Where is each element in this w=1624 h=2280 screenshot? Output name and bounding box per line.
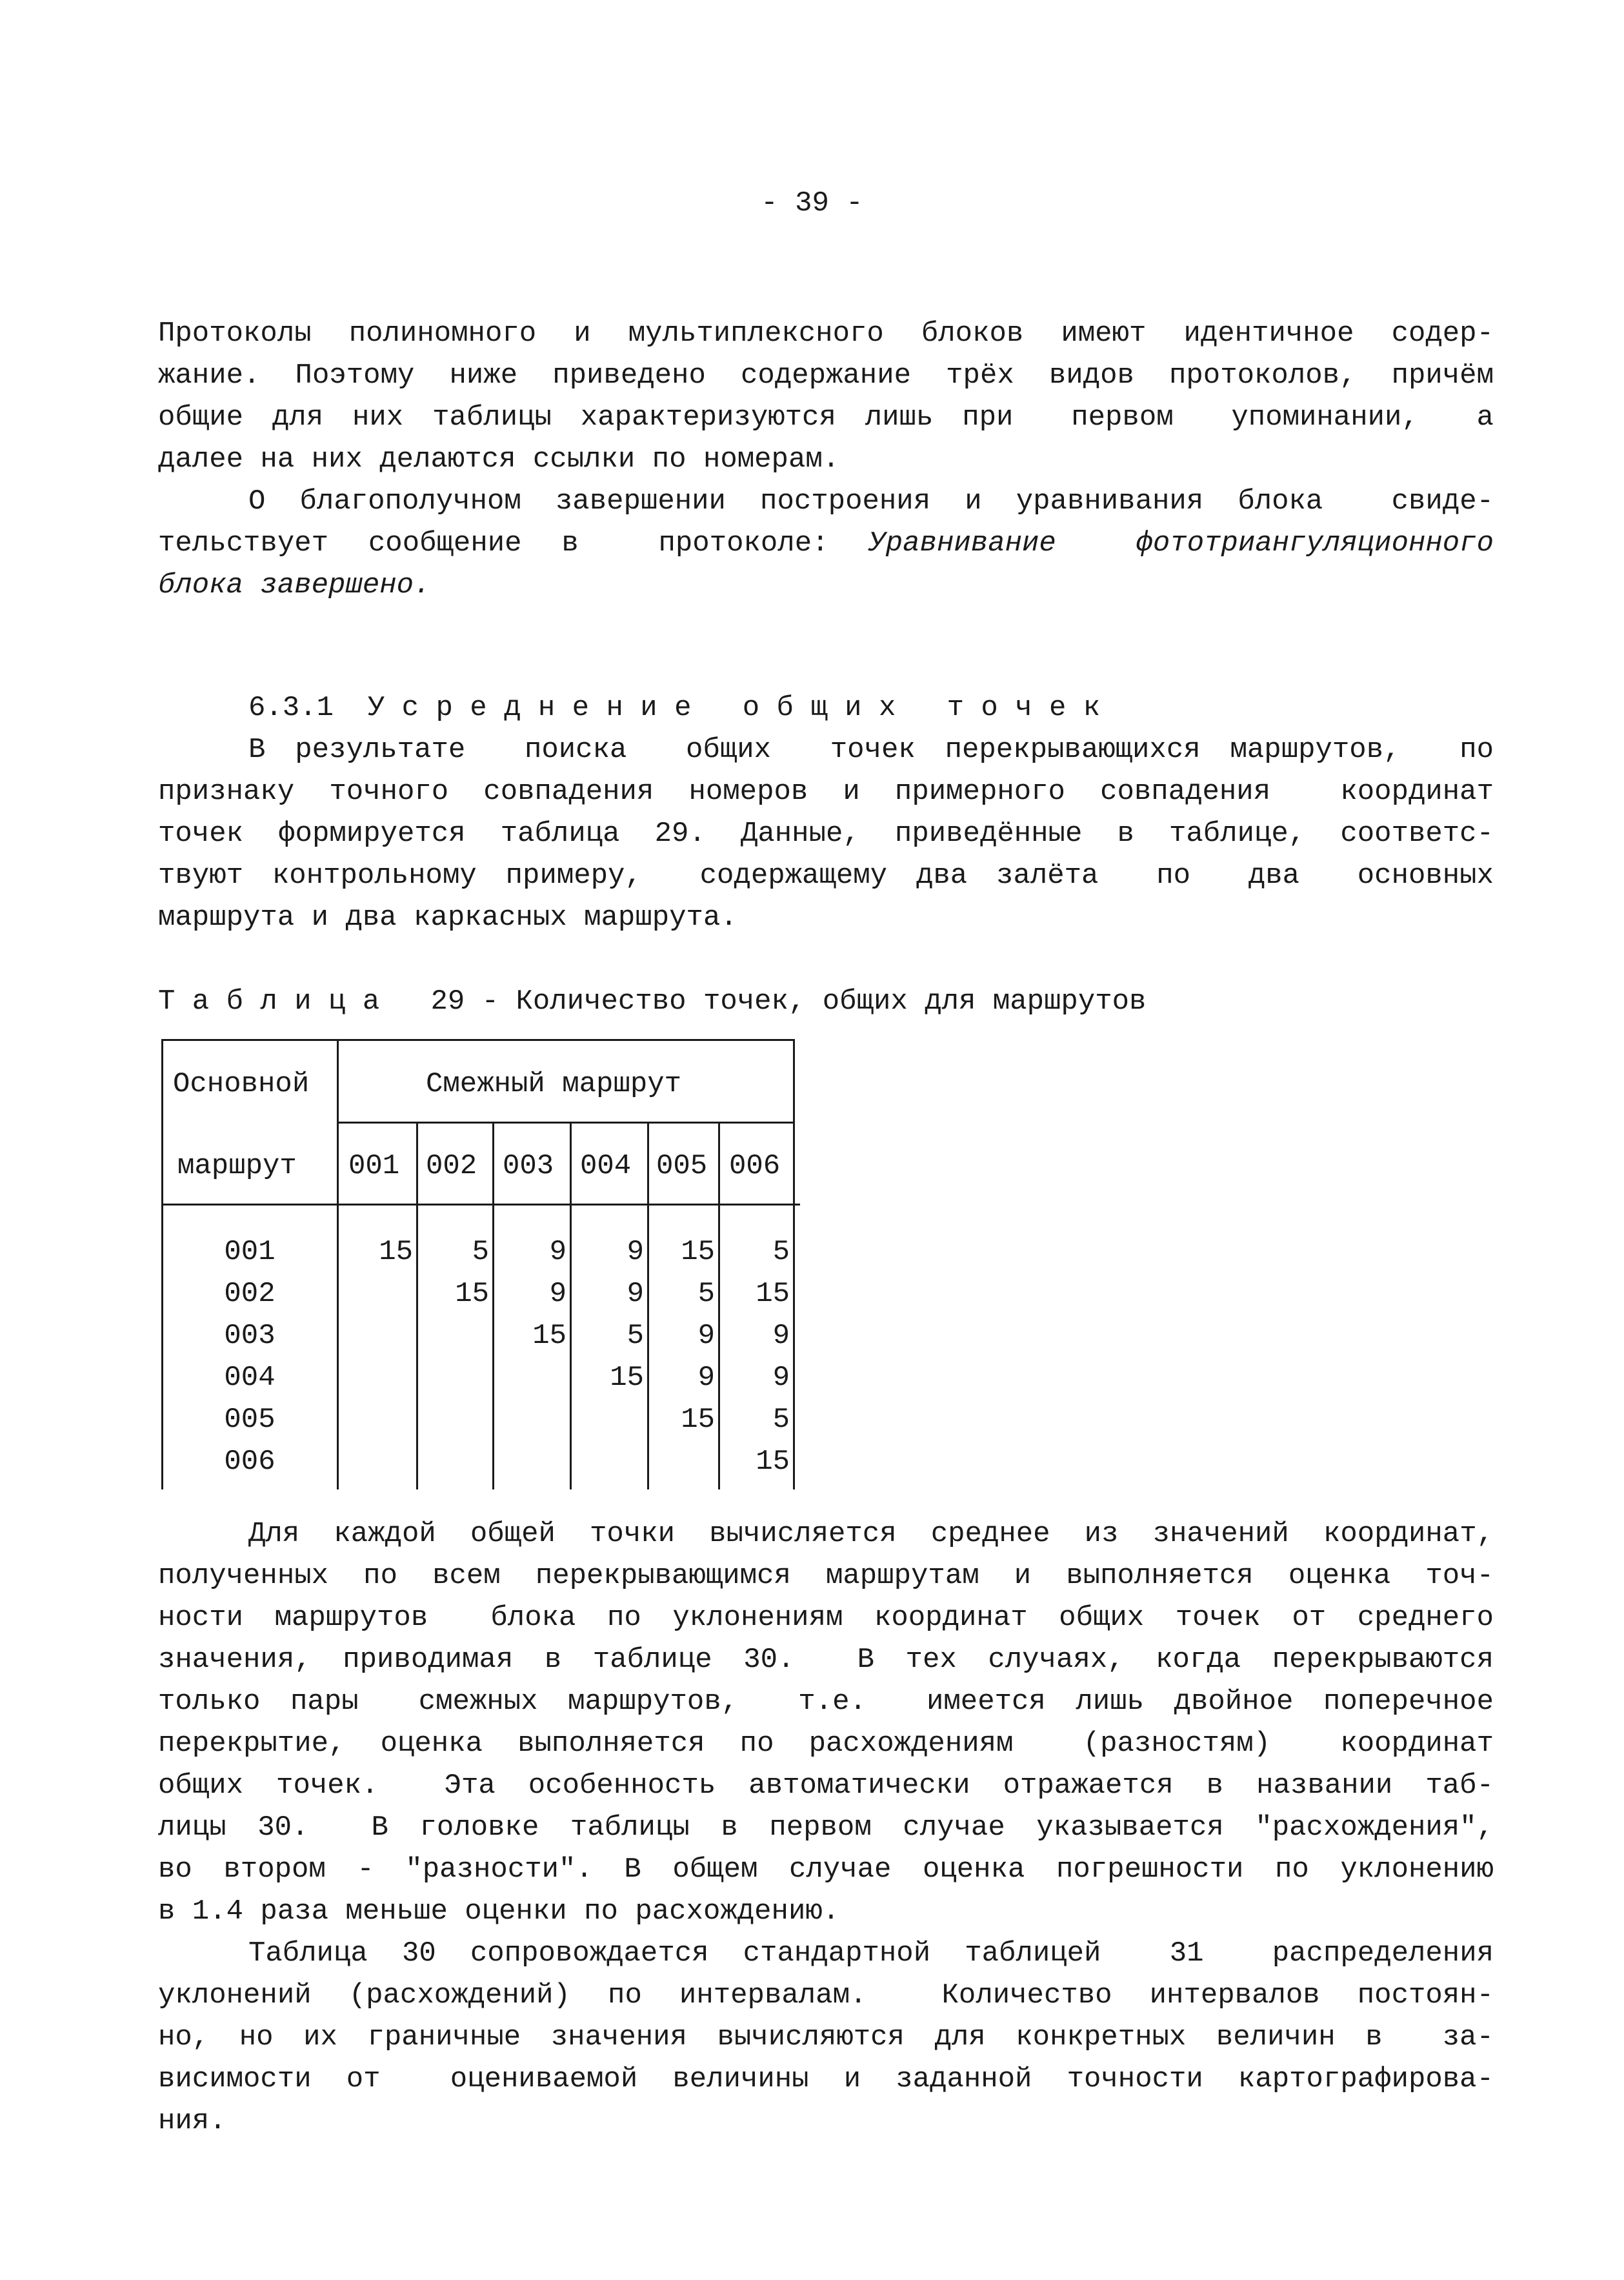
text-line: общие для них таблицы характеризуются лишь при первом упоминании, а	[158, 401, 1494, 434]
text-line: далее на них делаются ссылки по номерам.	[158, 443, 840, 476]
table-rule	[570, 1122, 572, 1489]
table-cell: 15	[532, 1320, 566, 1352]
table-cell: 9	[697, 1362, 715, 1394]
table-cell: 9	[549, 1236, 566, 1268]
text-line: уклонений (расхождений) по интервалам. Количество интервалов постоян-	[158, 1979, 1494, 2012]
table-header-main-bottom: маршрут	[177, 1150, 297, 1182]
table-cell: 9	[772, 1362, 790, 1394]
table-cell: 9	[549, 1278, 566, 1310]
page-number: - 39 -	[761, 187, 863, 219]
text-line: Для каждой общей точки вычисляется среднее из значений координат,	[248, 1518, 1494, 1550]
table-row-label: 006	[224, 1446, 276, 1478]
table-cell: 5	[772, 1404, 790, 1436]
text-line: Таблица 30 сопровождается стандартной таблицей 31 распределения	[248, 1937, 1494, 1970]
table-cell: 5	[772, 1236, 790, 1268]
table-col-header: 005	[656, 1150, 708, 1182]
text-line: значения, приводимая в таблице 30. В тех случаях, когда перекрываются	[158, 1644, 1494, 1676]
table-cell: 15	[379, 1236, 413, 1268]
table-col-header: 001	[348, 1150, 400, 1182]
table-row-label: 005	[224, 1404, 276, 1436]
text-line: ния.	[158, 2105, 226, 2137]
table-cell: 9	[627, 1236, 644, 1268]
table-cell: 15	[455, 1278, 489, 1310]
text-line: но, но их граничные значения вычисляются для конкретных величин в за-	[158, 2021, 1494, 2053]
paragraph-2	[158, 481, 1494, 607]
table-cell: 9	[772, 1320, 790, 1352]
text-plain: тельствует сообщение в протоколе:	[158, 527, 869, 560]
table-rule	[161, 1039, 795, 1041]
table-header-adjacent: Смежный маршрут	[426, 1068, 682, 1100]
text-line: точек формируется таблица 29. Данные, приведённые в таблице, соответс-	[158, 818, 1494, 850]
text-line: во втором - "разности". В общем случае оценка погрешности по уклонению	[158, 1853, 1494, 1886]
paragraph-5	[158, 1933, 1494, 2143]
table-cell: 15	[756, 1446, 790, 1478]
table-row-label: 001	[224, 1236, 276, 1268]
table-cell: 15	[681, 1404, 715, 1436]
table-col-header: 002	[426, 1150, 477, 1182]
text-italic: Уравнивание фототриангуляционного	[868, 527, 1494, 560]
table-rule	[793, 1039, 795, 1489]
table-rule	[161, 1204, 800, 1206]
text-line: перекрытие, оценка выполняется по расхождениям (разностям) координат	[158, 1728, 1494, 1760]
table-row-label: 002	[224, 1278, 276, 1310]
table-col-header: 003	[503, 1150, 554, 1182]
section-heading: 6.3.1 У с р е д н е н и е о б щ и х т о ч е к	[248, 692, 1101, 724]
table-rule	[647, 1122, 649, 1489]
table-cell: 9	[697, 1320, 715, 1352]
text-line: только пары смежных маршрутов, т.е. имеется лишь двойное поперечное	[158, 1686, 1494, 1718]
table-cell: 5	[697, 1278, 715, 1310]
text-line: лицы 30. В головке таблицы в первом случае указывается "расхождения",	[158, 1811, 1494, 1844]
paragraph-3	[158, 729, 1494, 939]
text-line: В результате поиска общих точек перекрывающихся маршрутов, по	[248, 734, 1494, 766]
text-line: полученных по всем перекрывающимся маршрутам и выполняется оценка точ-	[158, 1560, 1494, 1592]
text-line: твуют контрольному примеру, содержащему два залёта по два основных	[158, 860, 1494, 892]
table-cell: 15	[756, 1278, 790, 1310]
table-caption: Т а б л и ц а 29 - Количество точек, общих для маршрутов	[158, 985, 1147, 1018]
text-line: Протоколы полиномного и мультиплексного блоков имеют идентичное содер-	[158, 318, 1494, 350]
text-line: в 1.4 раза меньше оценки по расхождению.	[158, 1895, 840, 1928]
table-row-label: 003	[224, 1320, 276, 1352]
table-cell: 5	[627, 1320, 644, 1352]
paragraph-1	[158, 313, 1494, 481]
text-line: маршрута и два каркасных маршрута.	[158, 902, 737, 934]
text-line: общих точек. Эта особенность автоматически отражается в названии таб-	[158, 1770, 1494, 1802]
table-header-main-top: Основной	[173, 1068, 310, 1100]
table-cell: 15	[610, 1362, 644, 1394]
table-rule	[416, 1122, 418, 1489]
table-rule	[492, 1122, 494, 1489]
text-line: жание. Поэтому ниже приведено содержание трёх видов протоколов, причём	[158, 359, 1494, 392]
table-col-header: 006	[729, 1150, 781, 1182]
text-line: висимости от оцениваемой величины и заданной точности картографирова-	[158, 2063, 1494, 2095]
text-line: блока завершено.	[158, 569, 431, 601]
table-col-header: 004	[580, 1150, 632, 1182]
table-rule	[337, 1039, 339, 1489]
table-rule	[339, 1122, 795, 1124]
table-cell: 9	[627, 1278, 644, 1310]
text-line: признаку точного совпадения номеров и примерного совпадения координат	[158, 776, 1494, 808]
table-cell: 15	[681, 1236, 715, 1268]
paragraph-4	[158, 1513, 1494, 1933]
text-line: О благополучном завершении построения и уравнивания блока свиде-	[248, 485, 1494, 518]
table-cell: 5	[472, 1236, 489, 1268]
text-line: ности маршрутов блока по уклонениям координат общих точек от среднего	[158, 1602, 1494, 1634]
table-rule	[718, 1122, 720, 1489]
text-line	[158, 523, 1494, 565]
table-row-label: 004	[224, 1362, 276, 1394]
